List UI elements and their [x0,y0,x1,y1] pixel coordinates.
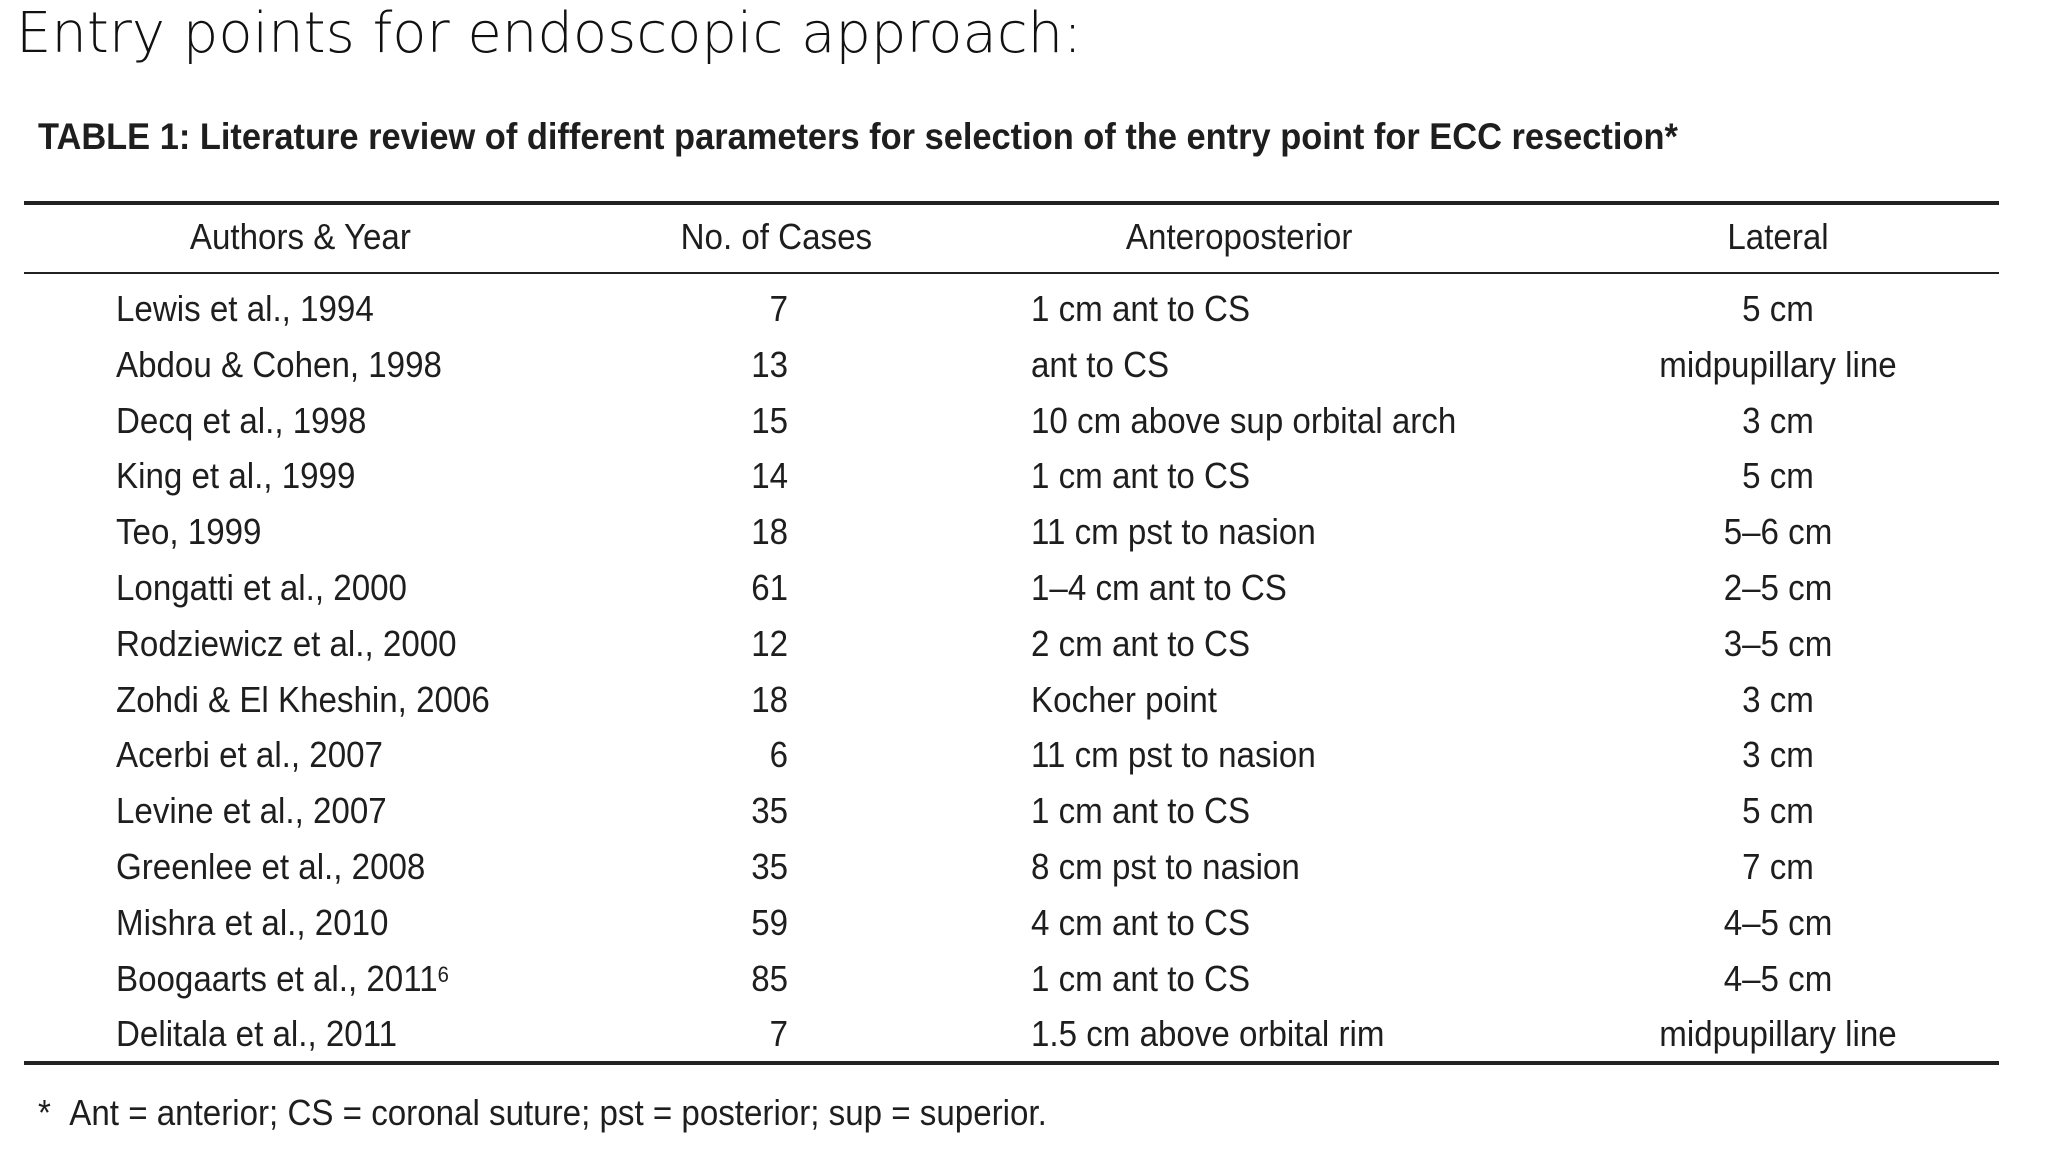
table-header-rule [24,272,1999,274]
cell-lateral-text: 5 cm [1742,288,1814,329]
cell-lateral-text: 3 cm [1742,400,1814,441]
cell-no-of-cases-text: 59 [751,902,788,943]
cell-no-of-cases-text: 6 [769,734,788,775]
cell-anteroposterior [1031,287,1250,331]
cell-no-of-cases [751,789,788,833]
cell-authors-year-text: Greenlee et al., 2008 [116,846,426,887]
table-footnote [38,1092,1047,1134]
cell-authors-year [116,510,261,554]
footnote-marker: * [38,1092,51,1133]
cell-no-of-cases [751,399,788,443]
cell-no-of-cases [770,1012,788,1056]
cell-anteroposterior [1031,957,1250,1001]
cell-anteroposterior-text: 10 cm above sup orbital arch [1031,400,1457,441]
cell-no-of-cases-text: 61 [751,567,788,608]
cell-authors-year [116,343,442,387]
cell-no-of-cases-text: 18 [751,511,788,552]
cell-authors-year [116,454,355,498]
cell-lateral-text: 3 cm [1742,734,1814,775]
cell-authors-year [116,622,457,666]
cell-anteroposterior [1031,343,1169,387]
cell-lateral [1742,454,1814,498]
table-bottom-rule [24,1061,1999,1065]
footnote-text: Ant = anterior; CS = coronal suture; pst = posterior; sup = superior. [69,1092,1047,1133]
cell-lateral-text: 4–5 cm [1723,958,1833,999]
cell-authors-year [116,901,388,945]
cell-lateral [1659,343,1896,387]
cell-lateral [1742,845,1814,889]
cell-authors-year-text: Teo, 1999 [116,511,262,552]
cell-anteroposterior-text: 11 cm pst to nasion [1031,734,1316,775]
cell-lateral-text: midpupillary line [1659,344,1897,385]
cell-authors-year-text: Decq et al., 1998 [116,400,367,441]
cell-authors-year-text: Lewis et al., 1994 [116,288,374,329]
cell-authors-year [116,287,374,331]
cell-no-of-cases-text: 12 [751,623,788,664]
cell-authors-year-text: Longatti et al., 2000 [116,567,407,608]
cell-authors-year-text: Abdou & Cohen, 1998 [116,344,442,385]
cell-authors-year [116,1012,397,1056]
cell-anteroposterior-text: 8 cm pst to nasion [1031,846,1300,887]
cell-no-of-cases-text: 35 [751,790,788,831]
cell-anteroposterior [1031,1012,1384,1056]
cell-anteroposterior [1031,733,1316,777]
header-no-of-cases: No. of Cases [680,216,873,257]
cell-anteroposterior [1031,789,1250,833]
cell-authors-year [116,845,425,889]
cell-anteroposterior-text: 1 cm ant to CS [1031,288,1251,329]
cell-lateral-text: midpupillary line [1659,1013,1897,1054]
cell-anteroposterior-text: Kocher point [1031,679,1217,720]
cell-anteroposterior-text: 11 cm pst to nasion [1031,511,1316,552]
cell-anteroposterior [1031,566,1287,610]
cell-authors-year-text: King et al., 1999 [116,455,356,496]
cell-no-of-cases-text: 35 [751,846,788,887]
cell-lateral [1742,399,1814,443]
cell-no-of-cases [751,845,788,889]
cell-anteroposterior [1031,510,1316,554]
cell-anteroposterior [1031,622,1250,666]
cell-lateral-text: 3–5 cm [1723,623,1833,664]
header-anteroposterior: Anteroposterior [1125,216,1353,257]
cell-lateral [1724,901,1833,945]
cell-anteroposterior-text: 2 cm ant to CS [1031,623,1251,664]
cell-no-of-cases-text: 15 [751,400,788,441]
cell-anteroposterior-text: 1 cm ant to CS [1031,958,1251,999]
cell-lateral [1724,566,1833,610]
cell-anteroposterior [1031,845,1300,889]
cell-authors-year-text: Levine et al., 2007 [116,790,387,831]
cell-authors-year-text: Delitala et al., 2011 [116,1013,398,1054]
header-lateral: Lateral [1727,216,1829,257]
cell-authors-year [116,733,383,777]
cell-lateral-text: 5 cm [1742,790,1814,831]
cell-authors-year-text: Boogaarts et al., 2011 [116,958,438,999]
cell-lateral [1724,510,1833,554]
cell-lateral-text: 2–5 cm [1723,567,1833,608]
reference-superscript: 6 [437,962,449,987]
cell-no-of-cases [770,733,788,777]
cell-authors-year [116,566,407,610]
cell-no-of-cases [770,287,788,331]
cell-anteroposterior [1031,399,1456,443]
cell-lateral [1724,957,1833,1001]
header-authors-year: Authors & Year [189,216,411,257]
cell-no-of-cases-text: 85 [751,958,788,999]
cell-no-of-cases [751,622,788,666]
cell-no-of-cases-text: 18 [751,679,788,720]
cell-authors-year-text: Acerbi et al., 2007 [116,734,383,775]
cell-lateral-text: 5 cm [1742,455,1814,496]
cell-lateral [1742,678,1814,722]
cell-anteroposterior-text: 4 cm ant to CS [1031,902,1251,943]
cell-anteroposterior [1031,454,1250,498]
cell-lateral [1742,789,1814,833]
cell-no-of-cases [751,510,788,554]
cell-anteroposterior-text: 1.5 cm above orbital rim [1031,1013,1385,1054]
cell-no-of-cases [751,678,788,722]
cell-lateral-text: 7 cm [1742,846,1814,887]
cell-lateral [1724,622,1833,666]
cell-anteroposterior-text: ant to CS [1031,344,1170,385]
cell-lateral [1659,1012,1896,1056]
cell-anteroposterior [1031,678,1217,722]
cell-authors-year [116,678,490,722]
cell-no-of-cases [751,454,788,498]
cell-no-of-cases [751,566,788,610]
cell-authors-year [116,789,387,833]
cell-authors-year-text: Mishra et al., 2010 [116,902,389,943]
cell-authors-year-text: Rodziewicz et al., 2000 [116,623,457,664]
cell-authors-year [116,957,449,1001]
cell-no-of-cases-text: 14 [751,455,788,496]
cell-lateral [1742,287,1814,331]
cell-no-of-cases-text: 7 [769,1013,788,1054]
cell-lateral-text: 4–5 cm [1723,902,1833,943]
slide-title: Entry points for endoscopic approach: [16,1,1082,66]
cell-no-of-cases [751,343,788,387]
cell-no-of-cases [751,901,788,945]
cell-no-of-cases-text: 13 [751,344,788,385]
cell-anteroposterior-text: 1 cm ant to CS [1031,455,1251,496]
cell-authors-year [116,399,366,443]
cell-no-of-cases [751,957,788,1001]
cell-lateral-text: 3 cm [1742,679,1814,720]
table-caption: TABLE 1: Literature review of different parameters for selection of the entry point for ECC resection* [38,116,1678,157]
cell-anteroposterior [1031,901,1250,945]
cell-authors-year-text: Zohdi & El Kheshin, 2006 [116,679,490,720]
cell-lateral [1742,733,1814,777]
table-top-rule [24,201,1999,205]
cell-anteroposterior-text: 1–4 cm ant to CS [1031,567,1287,608]
cell-anteroposterior-text: 1 cm ant to CS [1031,790,1251,831]
cell-no-of-cases-text: 7 [769,288,788,329]
cell-lateral-text: 5–6 cm [1723,511,1833,552]
